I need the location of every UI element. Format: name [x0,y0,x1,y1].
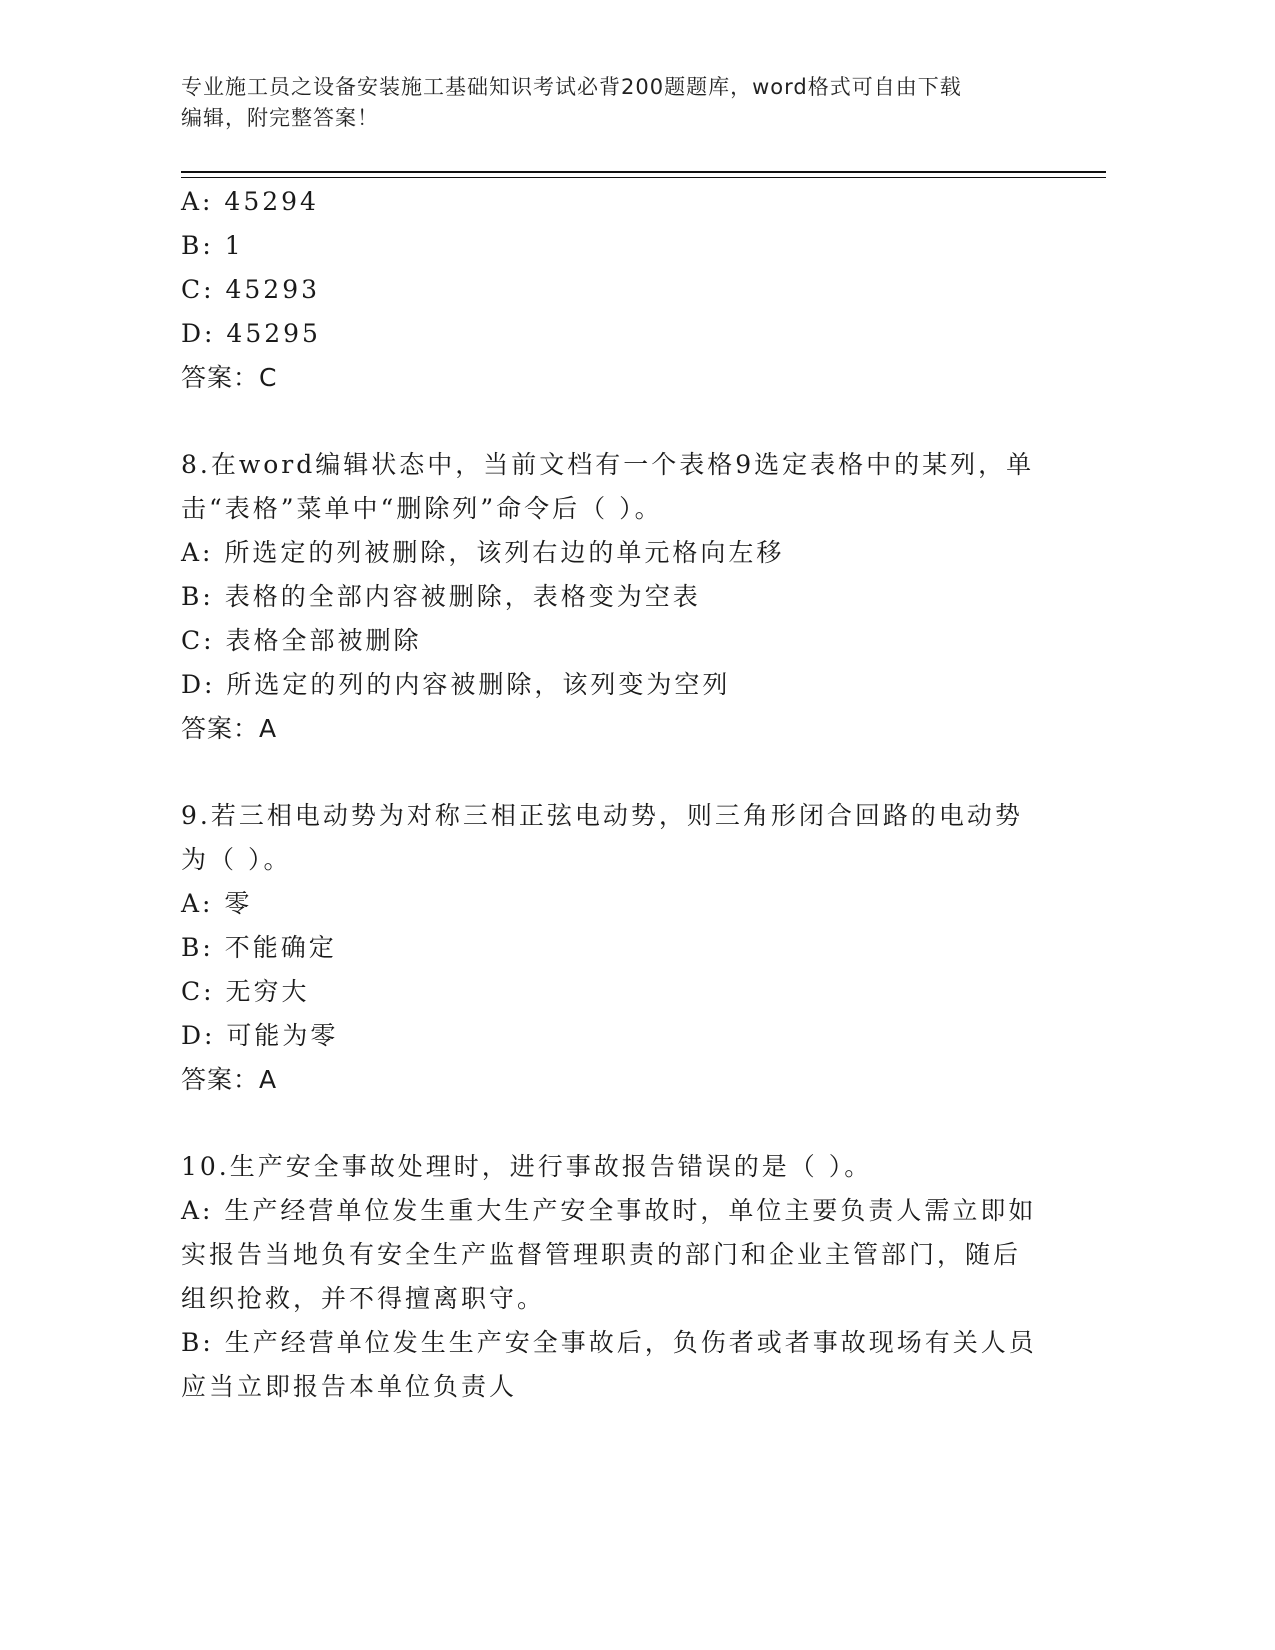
option-a: A: 45294 [181,187,319,216]
option-b: B: 不能确定 [181,933,337,962]
document-header [181,72,1041,134]
question-8 [181,443,1041,751]
option-d: D: 45295 [181,319,321,348]
answer-line: 答案：C [181,363,278,392]
question-7 [181,180,1041,400]
option-b-continued: 应当立即报告本单位负责人 [181,1372,518,1401]
question-list [181,180,1041,1409]
question-9 [181,794,1041,1102]
question-stem-continued: 击“表格”菜单中“删除列”命令后（ ）。 [181,494,663,523]
spacer [181,400,1041,443]
question-stem-continued: 为（ ）。 [181,845,292,874]
option-c: C: 45293 [181,275,321,304]
question-10 [181,1145,1041,1409]
header-line-1: 专业施工员之设备安装施工基础知识考试必背200题题库，word格式可自由下载 [181,75,962,99]
option-c: C: 表格全部被删除 [181,626,422,655]
option-a: A: 所选定的列被删除，该列右边的单元格向左移 [181,538,785,567]
question-stem: 8.在word编辑状态中，当前文档有一个表格9选定表格中的某列，单 [181,450,1035,479]
question-stem: 10.生产安全事故处理时，进行事故报告错误的是（ ）。 [181,1152,873,1181]
question-stem: 9.若三相电动势为对称三相正弦电动势，则三角形闭合回路的电动势 [181,801,1023,830]
answer-line: 答案：A [181,1065,278,1094]
option-b: B: 1 [181,231,244,260]
spacer [181,751,1041,794]
header-line-2: 编辑，附完整答案！ [181,106,379,130]
header-divider-thin [181,177,1106,178]
option-c: C: 无穷大 [181,977,310,1006]
option-d: D: 所选定的列的内容被删除，该列变为空列 [181,670,731,699]
option-d: D: 可能为零 [181,1021,339,1050]
option-a: A: 生产经营单位发生重大生产安全事故时，单位主要负责人需立即如 [181,1196,1037,1225]
option-b: B: 生产经营单位发生生产安全事故后，负伤者或者事故现场有关人员 [181,1328,1037,1357]
option-a-continued: 实报告当地负有安全生产监督管理职责的部门和企业主管部门，随后 [181,1240,1022,1269]
option-a-continued: 组织抢救，并不得擅离职守。 [181,1284,546,1313]
option-b: B: 表格的全部内容被删除，表格变为空表 [181,582,701,611]
answer-line: 答案：A [181,714,278,743]
option-a: A: 零 [181,889,253,918]
spacer [181,1102,1041,1145]
header-divider-thick [181,171,1106,173]
